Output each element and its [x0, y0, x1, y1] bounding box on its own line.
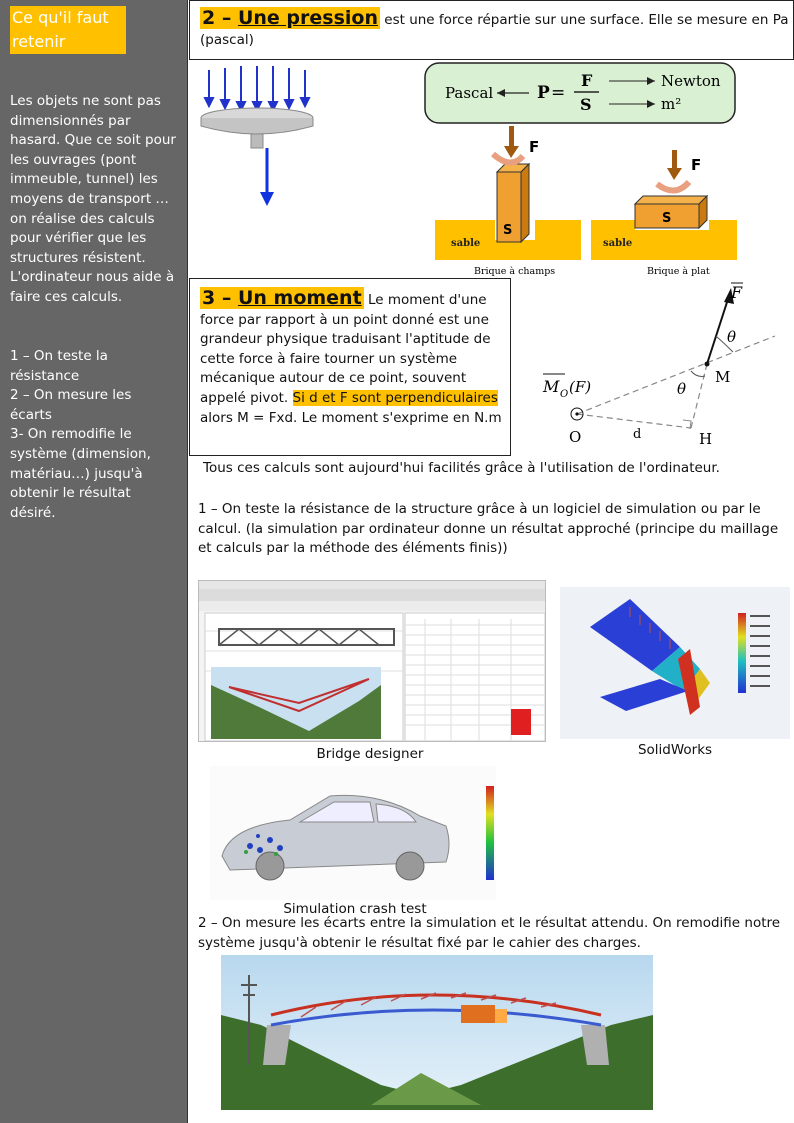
moment-definition: Le moment d'une force par rapport à un point donné est une grandeur physique traduisant l'aptitude de cette force à faire tourner un système mécanique autour de ce point, souvent appelé pivot. [200, 292, 491, 406]
diagram-F: F [731, 283, 743, 302]
caption-brique-champs: Brique à champs [474, 266, 556, 277]
caption-bridge-designer: Bridge designer [316, 746, 424, 762]
force-label-1: F [529, 138, 540, 156]
formula-S: S [580, 95, 592, 114]
formula-equals: = [551, 83, 566, 103]
formula-pascal: Pascal [445, 84, 494, 102]
diagram-d: d [633, 427, 642, 442]
moment-title: Un moment [237, 287, 362, 309]
pressure-illustrations [189, 60, 794, 278]
moment-heading [200, 287, 364, 309]
diagram-MO: M [543, 377, 560, 396]
press-plate-illustration [201, 66, 313, 206]
sand-label-2: sable [603, 238, 633, 249]
bridge-valley-image [221, 955, 653, 1110]
sidebar-title-line1: Ce qu'il faut [12, 8, 109, 27]
moment-section [189, 278, 511, 456]
sidebar-title [10, 6, 126, 54]
formula-F: F [581, 71, 593, 90]
formula-P: P [537, 83, 550, 103]
brick-s-2: S [662, 211, 672, 226]
solidworks-image [560, 587, 790, 739]
force-label-2: F [691, 156, 702, 174]
bridge-designer-image [198, 580, 546, 742]
pressure-section [189, 0, 794, 60]
pressure-heading [200, 7, 380, 29]
formula-m2: m² [661, 95, 682, 113]
brick-s-1: S [503, 223, 513, 238]
diagram-theta-1: θ [727, 328, 737, 346]
moment-number: 3 – [202, 287, 238, 309]
diagram-MO-sub: O [560, 389, 569, 400]
sidebar-steps [10, 347, 176, 523]
sidebar-title-line2: retenir [12, 32, 66, 51]
step1-paragraph: 1 – On teste la résistance de la structure grâce à un logiciel de simulation ou par le calcul. (la simulation par ordinateur donne un résultat approché (principe du maillage et calculs par la méthode des éléments finis)) [198, 501, 779, 557]
moment-highlight: Si d et F sont perpendiculaires [292, 389, 498, 406]
pressure-figures [189, 60, 794, 278]
pressure-paragraph [200, 9, 790, 50]
brick-plat-illustration [591, 150, 737, 277]
bridge-designer-svg [199, 581, 546, 742]
step2-paragraph: 2 – On mesure les écarts entre la simulation et le résultat attendu. On remodifie notre système jusqu'à obtenir le résultat fixé par le cahier des charges. [198, 915, 781, 951]
brick-champ-illustration [435, 126, 581, 277]
pressure-title: Une pression [237, 7, 378, 29]
sand-label-1: sable [451, 238, 481, 249]
caption-solidworks: SolidWorks [637, 742, 713, 758]
pressure-definition: est une force répartie sur une surface. Elle se mesure en Pa (pascal) [200, 12, 789, 48]
solidworks-svg [560, 587, 790, 739]
crash-test-svg [210, 766, 496, 900]
caption-brique-plat: Brique à plat [647, 266, 710, 277]
diagram-theta-2: θ [677, 380, 687, 398]
sidebar-step-3: 3- On remodifie le système (dimension, matériau…) jusqu'à obtenir le résultat désiré. [10, 426, 151, 521]
moment-paragraph [200, 289, 505, 428]
bridge-valley-svg [221, 955, 653, 1110]
moment-formula-text: alors M = Fxd. Le moment s'exprime en N.m [200, 409, 502, 426]
sidebar-intro: Les objets ne sont pas dimensionnés par hasard. Que ce soit pour les ouvrages (pont immeuble, tunnel) les moyens de transport … on réalise des calculs pour vérifier que les structures résistent. L'ordinateur nous aide à faire ces calculs. [10, 93, 176, 305]
sidebar [0, 0, 188, 1123]
moment-diagram-svg [511, 278, 794, 456]
diagram-H: H [699, 430, 713, 448]
crash-test-image [210, 766, 496, 900]
calc-sentence: Tous ces calculs sont aujourd'hui facilités grâce à l'utilisation de l'ordinateur. [203, 460, 720, 476]
moment-diagram [511, 278, 794, 456]
sidebar-step-2: 2 – On mesure les écarts [10, 387, 132, 423]
diagram-O: O [569, 428, 582, 446]
caption-crash-test: Simulation crash test [283, 901, 427, 917]
pressure-formula [425, 63, 735, 123]
diagram-MO-arg: (F) [569, 378, 592, 396]
diagram-M: M [715, 368, 731, 386]
sidebar-step-1: 1 – On teste la résistance [10, 348, 108, 384]
pressure-number: 2 – [202, 7, 238, 29]
formula-newton: Newton [661, 72, 721, 90]
